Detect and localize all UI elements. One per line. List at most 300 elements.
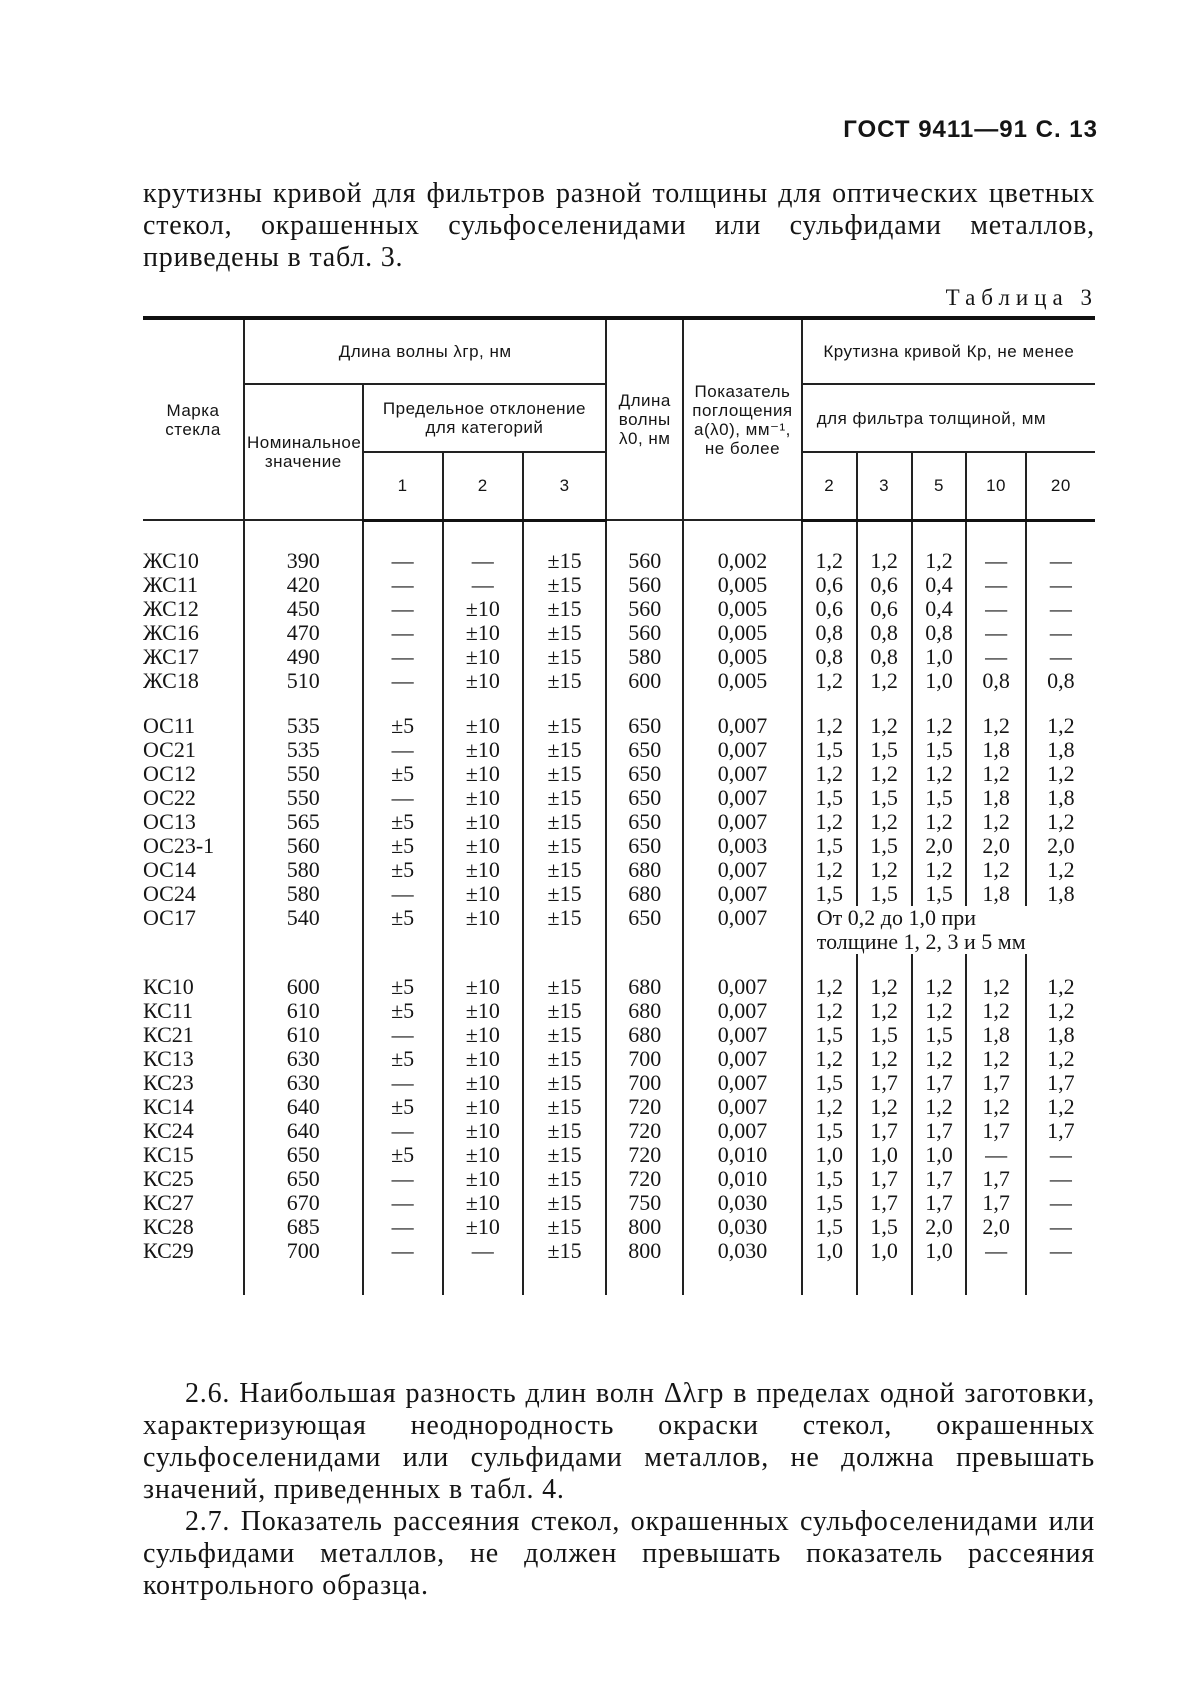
table-cell: 600 <box>244 975 363 999</box>
table-cell: ОС21 <box>143 738 244 762</box>
header-cat-2: 2 <box>443 452 523 520</box>
table-cell: ±15 <box>523 882 606 906</box>
header-thickness-5: 5 <box>912 452 967 520</box>
table-row <box>143 882 1095 906</box>
table-cell: ОС11 <box>143 714 244 738</box>
table-cell: 0,6 <box>857 573 912 597</box>
table-cell: — <box>966 621 1025 645</box>
table-cell: 1,5 <box>857 1215 912 1239</box>
table-cell: 640 <box>244 1095 363 1119</box>
table-row <box>143 669 1095 693</box>
table-row <box>143 597 1095 621</box>
table-cell: — <box>363 1071 443 1095</box>
table-cell: 0,8 <box>966 669 1025 693</box>
table-cell: 0,007 <box>683 858 802 882</box>
table-cell: 1,0 <box>802 1143 857 1167</box>
table-cell: — <box>363 645 443 669</box>
table-cell: ±10 <box>443 738 523 762</box>
table-cell: 0,005 <box>683 645 802 669</box>
table-cell: 700 <box>606 1047 683 1071</box>
table-cell: 1,2 <box>966 810 1025 834</box>
table-cell: ±15 <box>523 834 606 858</box>
table-cell: 1,2 <box>802 810 857 834</box>
table-cell: 0,010 <box>683 1167 802 1191</box>
table-cell: 0,4 <box>912 597 967 621</box>
table-body <box>143 520 1095 1295</box>
table-cell: 1,2 <box>912 999 967 1023</box>
table-cell: ±15 <box>523 1191 606 1215</box>
table-cell: ±10 <box>443 810 523 834</box>
table-cell: 1,2 <box>966 858 1025 882</box>
table-cell: ЖС16 <box>143 621 244 645</box>
table-cell: ±15 <box>523 1167 606 1191</box>
table-cell: 1,2 <box>857 714 912 738</box>
table-row <box>143 1047 1095 1071</box>
table-cell: 1,5 <box>857 882 912 906</box>
table-cell: 1,0 <box>857 1239 912 1263</box>
table-cell: — <box>363 597 443 621</box>
table-cell: 0,007 <box>683 810 802 834</box>
table-cell: 1,7 <box>966 1167 1025 1191</box>
header-brand: Марка стекла <box>143 318 244 520</box>
table-cell: 0,6 <box>857 597 912 621</box>
group-separator <box>143 520 1095 549</box>
table-cell: 670 <box>244 1191 363 1215</box>
table-cell: 0,007 <box>683 975 802 999</box>
table-row <box>143 975 1095 999</box>
table-cell: — <box>1026 1239 1095 1263</box>
table-cell: 1,2 <box>966 1095 1025 1119</box>
table-cell: — <box>363 573 443 597</box>
header-thickness-group: для фильтра толщиной, мм <box>802 384 1095 452</box>
table-cell: 1,2 <box>912 858 967 882</box>
glass-table <box>143 316 1095 1295</box>
table-cell: ±5 <box>363 762 443 786</box>
table-cell: — <box>363 549 443 573</box>
table-cell: ±5 <box>363 714 443 738</box>
table-cell: 680 <box>606 1023 683 1047</box>
table-cell: 1,2 <box>802 714 857 738</box>
table-cell: ±10 <box>443 1095 523 1119</box>
table-cell: 1,8 <box>966 738 1025 762</box>
table-cell: 720 <box>606 1119 683 1143</box>
table-cell: ОС23-1 <box>143 834 244 858</box>
table-cell: 750 <box>606 1191 683 1215</box>
table-cell: 1,8 <box>966 786 1025 810</box>
table-cell: 0,4 <box>912 573 967 597</box>
table-cell: 1,5 <box>802 1023 857 1047</box>
table-cell: 1,2 <box>802 549 857 573</box>
oc17-steepness-note: От 0,2 до 1,0 при <box>802 906 1095 930</box>
table-cell: — <box>1026 1143 1095 1167</box>
table-cell: 550 <box>244 762 363 786</box>
table-cell: ±10 <box>443 645 523 669</box>
intro-paragraph: крутизны кривой для фильтров разной толщины для оптических цветных стекол, окрашенных сульфоселенидами или сульфидами металлов, приведены в табл. 3. <box>143 178 1095 273</box>
table-cell: 2,0 <box>912 834 967 858</box>
table-cell: ОС14 <box>143 858 244 882</box>
table-cell: КС23 <box>143 1071 244 1095</box>
table-cell: 1,2 <box>802 669 857 693</box>
table-cell: ±5 <box>363 834 443 858</box>
table-cell: 1,2 <box>966 762 1025 786</box>
table-cell: 700 <box>244 1239 363 1263</box>
table-cell: 0,6 <box>802 573 857 597</box>
table-row <box>143 1095 1095 1119</box>
table-cell: ±15 <box>523 1095 606 1119</box>
table-cell: 535 <box>244 738 363 762</box>
table-cell: ±10 <box>443 1023 523 1047</box>
oc17-steepness-note-line2: толщине 1, 2, 3 и 5 мм <box>802 930 1095 954</box>
table-cell: — <box>1026 621 1095 645</box>
table-cell: 470 <box>244 621 363 645</box>
table-cell: ±15 <box>523 786 606 810</box>
table-cell: — <box>966 1239 1025 1263</box>
table-cell: ЖС10 <box>143 549 244 573</box>
table-cell: КС11 <box>143 999 244 1023</box>
table-cell: 1,0 <box>912 645 967 669</box>
table-cell: 1,2 <box>857 810 912 834</box>
header-thickness-20: 20 <box>1026 452 1095 520</box>
table-cell: КС25 <box>143 1167 244 1191</box>
table-cell: 1,2 <box>1026 762 1095 786</box>
table-cell: 1,5 <box>912 882 967 906</box>
table-cell: 1,2 <box>802 1047 857 1071</box>
table-cell: ЖС17 <box>143 645 244 669</box>
table-cell: 1,0 <box>857 1143 912 1167</box>
table-cell: ±15 <box>523 669 606 693</box>
table-caption: Таблица 3 <box>945 285 1098 310</box>
table-row <box>143 738 1095 762</box>
table-cell: — <box>363 1215 443 1239</box>
table-cell: КС14 <box>143 1095 244 1119</box>
table-cell: 1,5 <box>802 1071 857 1095</box>
table-cell: 1,2 <box>966 714 1025 738</box>
table-cell: 0,003 <box>683 834 802 858</box>
table-cell: ±10 <box>443 762 523 786</box>
table-cell: 1,2 <box>857 762 912 786</box>
table-row <box>143 573 1095 597</box>
table-cell: 540 <box>244 906 363 930</box>
table-cell: 1,7 <box>912 1167 967 1191</box>
table-cell: ±15 <box>523 738 606 762</box>
table-cell: 560 <box>606 597 683 621</box>
table-cell: 2,0 <box>966 834 1025 858</box>
table-row <box>143 621 1095 645</box>
table-cell: 2,0 <box>1026 834 1095 858</box>
table-cell: 1,7 <box>1026 1071 1095 1095</box>
table-cell: ±15 <box>523 1119 606 1143</box>
table-cell: 0,007 <box>683 1119 802 1143</box>
table-cell: 650 <box>606 906 683 930</box>
table-cell: 1,2 <box>912 1047 967 1071</box>
table-cell: 0,030 <box>683 1239 802 1263</box>
table-cell: — <box>966 573 1025 597</box>
table-cell: 0,007 <box>683 1023 802 1047</box>
table-cell: ±10 <box>443 714 523 738</box>
table-cell: 1,2 <box>857 669 912 693</box>
table-cell: 1,7 <box>1026 1119 1095 1143</box>
table-cell: 1,2 <box>1026 1095 1095 1119</box>
table-cell: 1,2 <box>857 975 912 999</box>
table-cell: 1,5 <box>802 882 857 906</box>
table-cell: 0,005 <box>683 669 802 693</box>
table-cell: 450 <box>244 597 363 621</box>
paragraph-2-7: 2.7. Показатель рассеяния стекол, окрашенных сульфоселенидами или сульфидами металлов, не должен превышать показатель рассеяния контрольного образца. <box>143 1506 1095 1601</box>
table-cell: 1,2 <box>802 975 857 999</box>
table-row <box>143 906 1095 930</box>
table-cell: 0,007 <box>683 999 802 1023</box>
table-cell: 680 <box>606 975 683 999</box>
table-cell: 1,2 <box>857 858 912 882</box>
table-cell: 1,2 <box>1026 999 1095 1023</box>
table-cell: ±5 <box>363 1143 443 1167</box>
table-cell: ±15 <box>523 1143 606 1167</box>
table-cell: 0,007 <box>683 786 802 810</box>
table-cell: 0,005 <box>683 621 802 645</box>
table-cell: ±10 <box>443 1167 523 1191</box>
table-cell: 680 <box>606 999 683 1023</box>
table-cell: ±10 <box>443 1047 523 1071</box>
table-cell: ±15 <box>523 762 606 786</box>
table-cell: ±5 <box>363 858 443 882</box>
table-cell: 550 <box>244 786 363 810</box>
table-cell: ЖС18 <box>143 669 244 693</box>
table-row <box>143 858 1095 882</box>
table-cell: ±15 <box>523 1239 606 1263</box>
table-cell: ±10 <box>443 906 523 930</box>
table-cell: — <box>1026 1191 1095 1215</box>
table-cell: 0,005 <box>683 597 802 621</box>
table-cell: 1,2 <box>1026 714 1095 738</box>
table-cell: 390 <box>244 549 363 573</box>
table-row <box>143 1239 1095 1263</box>
table-cell: 1,7 <box>966 1071 1025 1095</box>
table-cell: 0,007 <box>683 762 802 786</box>
table-row <box>143 1143 1095 1167</box>
table-cell: 1,5 <box>802 738 857 762</box>
table-cell: 1,0 <box>912 669 967 693</box>
table-cell: КС28 <box>143 1215 244 1239</box>
table-cell: 1,2 <box>966 999 1025 1023</box>
table-cell: 0,007 <box>683 882 802 906</box>
table-cell: 2,0 <box>912 1215 967 1239</box>
table-cell: 1,5 <box>802 1167 857 1191</box>
table-cell: 1,5 <box>802 786 857 810</box>
page-header: ГОСТ 9411—91 С. 13 <box>843 116 1098 143</box>
header-thickness-10: 10 <box>966 452 1025 520</box>
header-wavelength-group: Длина волны λгр, нм <box>244 318 606 384</box>
table-cell: — <box>443 573 523 597</box>
table-cell: 1,5 <box>802 1191 857 1215</box>
table-cell: ±10 <box>443 858 523 882</box>
table-cell: ±15 <box>523 810 606 834</box>
table-cell: ±10 <box>443 975 523 999</box>
table-cell: 560 <box>244 834 363 858</box>
table-cell: 1,8 <box>966 882 1025 906</box>
table-cell: 565 <box>244 810 363 834</box>
table-cell: — <box>966 645 1025 669</box>
table-cell: 1,7 <box>912 1071 967 1095</box>
table-cell: ОС12 <box>143 762 244 786</box>
table-cell: 720 <box>606 1167 683 1191</box>
table-cell: 650 <box>606 786 683 810</box>
table-cell: ЖС12 <box>143 597 244 621</box>
table-cell: ±10 <box>443 669 523 693</box>
table-cell: 0,8 <box>857 621 912 645</box>
table-cell: 800 <box>606 1215 683 1239</box>
table-cell: КС24 <box>143 1119 244 1143</box>
header-absorption: Показатель поглощения a(λ0), мм⁻¹, не более <box>683 318 802 520</box>
table-cell: — <box>363 786 443 810</box>
table-cell: ±10 <box>443 1119 523 1143</box>
table-cell: ±15 <box>523 1071 606 1095</box>
table-cell: — <box>363 669 443 693</box>
table-cell: 0,030 <box>683 1191 802 1215</box>
table-cell: ±15 <box>523 975 606 999</box>
table-row <box>143 1071 1095 1095</box>
table-cell: ±5 <box>363 975 443 999</box>
table-cell: 1,2 <box>912 762 967 786</box>
table-cell: 1,8 <box>966 1023 1025 1047</box>
table-row <box>143 1167 1095 1191</box>
table-cell: ±15 <box>523 714 606 738</box>
table-cell: 1,2 <box>857 999 912 1023</box>
table-cell: 1,2 <box>1026 858 1095 882</box>
table-cell: — <box>363 1239 443 1263</box>
table-cell: ±15 <box>523 858 606 882</box>
table-cell: — <box>363 738 443 762</box>
table-cell: 1,5 <box>802 1215 857 1239</box>
table-row <box>143 1119 1095 1143</box>
table-cell: ±5 <box>363 1095 443 1119</box>
table-cell: 1,2 <box>966 975 1025 999</box>
table-cell: 1,2 <box>1026 810 1095 834</box>
table-cell: 2,0 <box>966 1215 1025 1239</box>
table-cell: ±5 <box>363 906 443 930</box>
table-cell: 630 <box>244 1047 363 1071</box>
table-cell: 1,2 <box>912 714 967 738</box>
table-cell: КС15 <box>143 1143 244 1167</box>
table-row <box>143 1023 1095 1047</box>
table-cell: ±5 <box>363 999 443 1023</box>
table-cell: 0,005 <box>683 573 802 597</box>
table-cell: 1,7 <box>857 1191 912 1215</box>
table-row <box>143 999 1095 1023</box>
table-cell: 1,2 <box>1026 1047 1095 1071</box>
table-cell: 800 <box>606 1239 683 1263</box>
table-cell: 1,8 <box>1026 1023 1095 1047</box>
table-cell: 1,5 <box>857 786 912 810</box>
table-cell: — <box>1026 549 1095 573</box>
group-separator <box>143 954 1095 975</box>
table-cell: ±10 <box>443 882 523 906</box>
table-cell: 560 <box>606 621 683 645</box>
table-cell: 1,2 <box>912 549 967 573</box>
table-cell: 510 <box>244 669 363 693</box>
table-cell: 680 <box>606 882 683 906</box>
table-cell: 0,002 <box>683 549 802 573</box>
table-row <box>143 1191 1095 1215</box>
table-cell: ±10 <box>443 834 523 858</box>
table-cell: 650 <box>606 762 683 786</box>
table-cell: 0,007 <box>683 1047 802 1071</box>
table-row <box>143 810 1095 834</box>
table-cell: ±10 <box>443 1215 523 1239</box>
group-separator <box>143 693 1095 714</box>
table-cell: ±15 <box>523 1047 606 1071</box>
header-steepness-group: Крутизна кривой Кр, не менее <box>802 318 1095 384</box>
table-cell: 600 <box>606 669 683 693</box>
table-cell: 0,007 <box>683 1095 802 1119</box>
table-cell: ±5 <box>363 810 443 834</box>
table-cell: 1,7 <box>912 1119 967 1143</box>
header-thickness-3: 3 <box>857 452 912 520</box>
table-cell: — <box>363 621 443 645</box>
table-cell: 1,2 <box>857 549 912 573</box>
table-cell: 1,2 <box>802 858 857 882</box>
table-cell: 1,2 <box>857 1095 912 1119</box>
table-cell: 1,7 <box>912 1191 967 1215</box>
table-cell: 1,2 <box>912 810 967 834</box>
table-cell: 1,7 <box>966 1191 1025 1215</box>
table-cell: 1,7 <box>857 1167 912 1191</box>
table-cell: 1,5 <box>912 738 967 762</box>
group-separator <box>143 1263 1095 1295</box>
table-cell: 1,5 <box>912 786 967 810</box>
table-cell: ±5 <box>363 1047 443 1071</box>
table-cell: ±10 <box>443 597 523 621</box>
table-cell: ±10 <box>443 1071 523 1095</box>
table-row <box>143 549 1095 573</box>
table-cell: ±15 <box>523 549 606 573</box>
table-cell: ОС13 <box>143 810 244 834</box>
table-cell: — <box>966 1143 1025 1167</box>
table-cell: ±10 <box>443 1191 523 1215</box>
table-cell: 650 <box>244 1143 363 1167</box>
header-nominal: Номинальное значение <box>244 384 363 520</box>
table-cell: ±10 <box>443 1143 523 1167</box>
table-cell: ±10 <box>443 786 523 810</box>
table-row <box>143 645 1095 669</box>
table-cell: 0,8 <box>802 621 857 645</box>
table-cell: 0,8 <box>857 645 912 669</box>
table-row <box>143 714 1095 738</box>
table-row <box>143 762 1095 786</box>
table-cell: 1,0 <box>802 1239 857 1263</box>
table-cell: — <box>363 1119 443 1143</box>
table-cell: 0,8 <box>1026 669 1095 693</box>
oc17-note-row <box>143 930 1095 954</box>
table-cell: 1,7 <box>966 1119 1025 1143</box>
table-row <box>143 834 1095 858</box>
table-cell: 1,5 <box>912 1023 967 1047</box>
table-cell: 1,5 <box>857 834 912 858</box>
table-cell: 580 <box>244 882 363 906</box>
table-cell: — <box>1026 597 1095 621</box>
table-cell: 1,5 <box>857 738 912 762</box>
table-cell: ОС24 <box>143 882 244 906</box>
table-cell: ±15 <box>523 1215 606 1239</box>
table-cell: ±15 <box>523 621 606 645</box>
table-cell: 0,030 <box>683 1215 802 1239</box>
header-thickness-2: 2 <box>802 452 857 520</box>
table-cell: — <box>1026 1167 1095 1191</box>
table-cell: ±15 <box>523 999 606 1023</box>
table-cell: ±15 <box>523 573 606 597</box>
table-cell: 560 <box>606 573 683 597</box>
table-cell: 720 <box>606 1143 683 1167</box>
table-cell: ±15 <box>523 1023 606 1047</box>
